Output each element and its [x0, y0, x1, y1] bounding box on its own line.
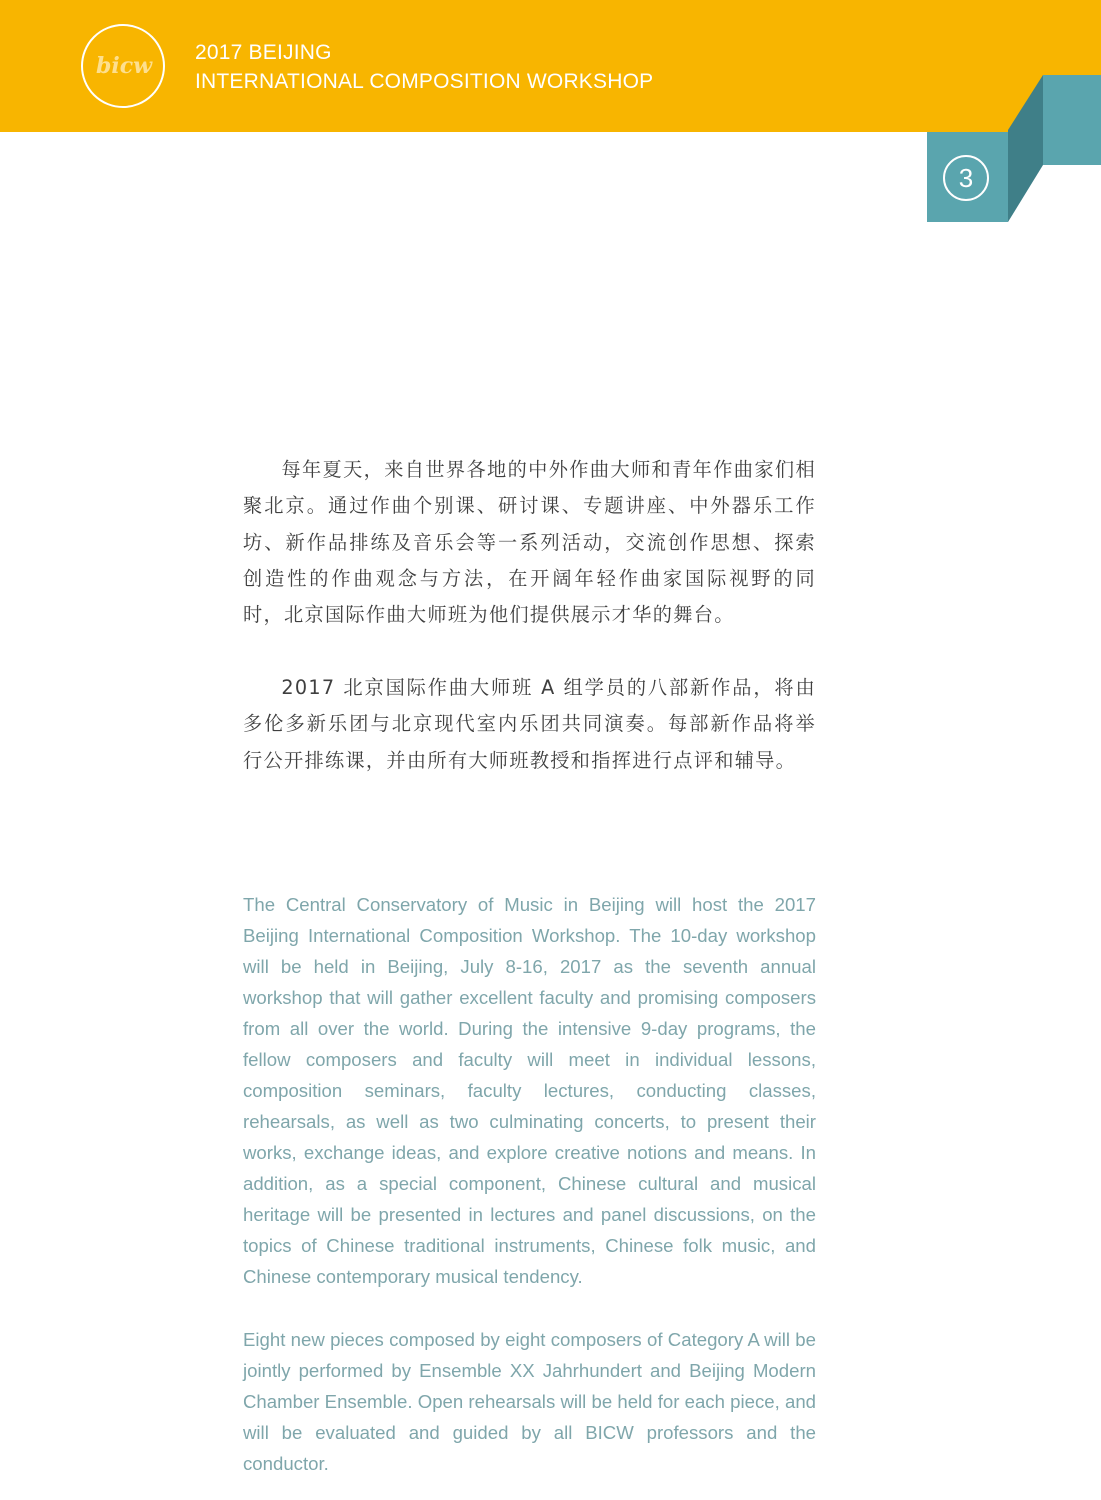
zh-paragraph-2-text: 2017 北京国际作曲大师班 A 组学员的八部新作品，将由多伦多新乐团与北京现代室内乐团共同演奏。每部新作品将举行公开排练课，并由所有大师班教授和指挥进行点评和辅导。 — [243, 676, 816, 772]
page-number: 3 — [958, 163, 974, 193]
page-corner-ribbon — [0, 0, 1101, 230]
page-number-badge — [943, 155, 989, 201]
zh-paragraph-1-text: 每年夏天，来自世界各地的中外作曲大师和青年作曲家们相聚北京。通过作曲个别课、研讨课、专题讲座、中外器乐工作坊、新作品排练及音乐会等一系列活动，交流创作思想、探索创造性的作曲观念与方法，在开阔年轻作曲家国际视野的同时，北京国际作曲大师班为他们提供展示才华的舞台。 — [243, 458, 816, 627]
ribbon-fold — [1008, 75, 1043, 222]
en-paragraph-1 — [243, 889, 816, 1292]
header-title-line-1: 2017 BEIJING — [195, 41, 332, 64]
en-paragraph-2-text: Eight new pieces composed by eight composers of Category A will be jointly performed by Ensemble XX Jahrhundert and Beijing Modern Chamber Ensemble. Open rehearsals will be held for each piece, and will be evaluated and guided by all BICW professors and the conductor. — [243, 1329, 816, 1474]
en-paragraph-1-text: The Central Conservatory of Music in Beijing will host the 2017 Beijing International Composition Workshop. The 10-day workshop will be held in Beijing, July 8-16, 2017 as the seventh annual workshop that will gather excellent faculty and promising composers from all over the world. During the intensive 9-day programs, the fellow composers and faculty will meet in individual lessons, composition seminars, faculty lectures, conducting classes, rehearsals, as well as two culminating concerts, to present their works, exchange ideas, and explore creative notions and means. In addition, as a special component, Chinese cultural and musical heritage will be presented in lectures and panel discussions, on the topics of Chinese traditional instruments, Chinese folk music, and Chinese contemporary musical tendency. — [243, 894, 816, 1287]
header-title-line-2: INTERNATIONAL COMPOSITION WORKSHOP — [195, 70, 654, 93]
en-paragraph-2 — [243, 1324, 816, 1479]
zh-paragraph-1 — [243, 452, 816, 633]
bicw-logo-text: bicw — [95, 53, 153, 79]
zh-paragraph-2 — [243, 670, 816, 779]
ribbon-back-panel — [1043, 75, 1101, 165]
